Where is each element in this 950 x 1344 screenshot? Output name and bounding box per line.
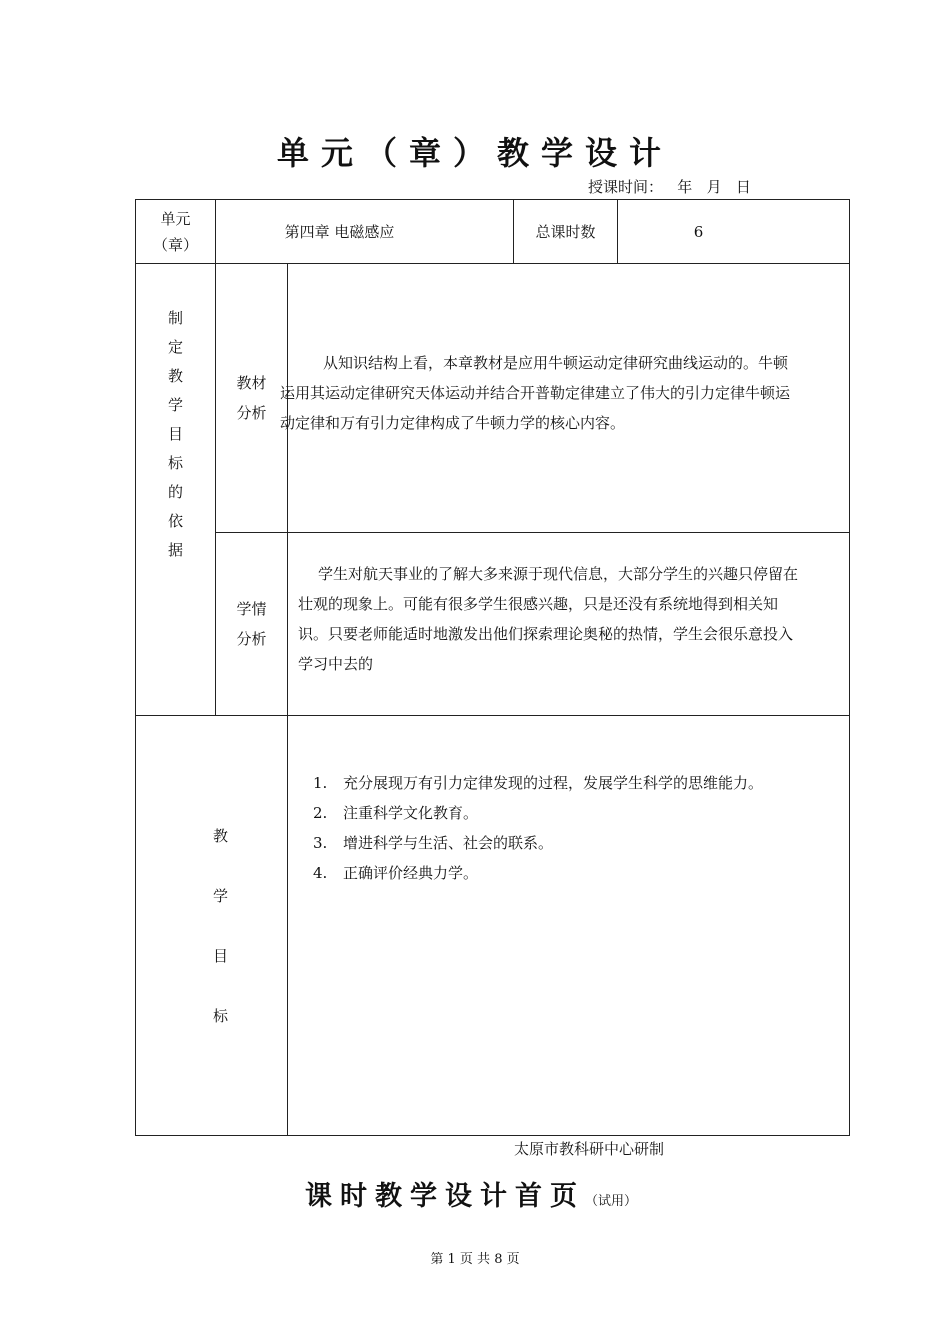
goal-number: 4. [313, 864, 328, 882]
goal-item [313, 768, 849, 798]
goals-char: 学 [212, 886, 228, 905]
hours-label-cell [514, 200, 618, 264]
goals-label [136, 806, 287, 1046]
hours-label: 总课时数 [535, 223, 596, 241]
organization-credit: 太原市教科研中心研制 [514, 1140, 665, 1158]
goals-char: 目 [212, 946, 228, 965]
material-label-line1: 教材 [236, 374, 267, 392]
unit-value: 第四章 电磁感应 [284, 223, 395, 241]
basis-char: 的 [167, 483, 183, 501]
goals-label-cell [136, 716, 288, 1136]
unit-label-line2: （章） [152, 235, 198, 254]
goals-char: 教 [212, 826, 228, 845]
hours-value-cell [618, 200, 850, 264]
goal-text: 正确评价经典力学。 [343, 864, 479, 882]
unit-design-table [135, 199, 850, 1136]
goals-list-cell [288, 716, 850, 1136]
lesson-design-title [305, 1174, 637, 1213]
hours-value: 6 [693, 222, 704, 241]
goal-number: 1. [313, 774, 328, 792]
basis-label [136, 300, 215, 565]
goal-text: 充分展现万有引力定律发现的过程，发展学生科学的思维能力。 [343, 774, 764, 792]
material-text-cell [280, 264, 850, 533]
goal-item [313, 828, 849, 858]
goal-number: 3. [313, 834, 328, 852]
subtitle-note: （试用） [585, 1194, 638, 1209]
basis-label-cell [136, 264, 216, 716]
goal-text: 注重科学文化教育。 [343, 804, 479, 822]
material-label-line2: 分析 [236, 404, 267, 422]
basis-char: 依 [167, 512, 183, 530]
student-label-line2: 分析 [236, 630, 267, 648]
material-analysis-text: 从知识结构上看，本章教材是应用牛顿运动定律研究曲线运动的。牛顿运用其运动定律研究天体运动并结合开普勒定律建立了伟大的引力定律牛顿运动定律和万有引力定律构成了牛顿力学的核心内容。 [280, 354, 791, 432]
page-title: 单元（章）教学设计 [276, 134, 673, 172]
basis-char: 教 [167, 367, 183, 385]
class-date-line: 授课时间： 年 月 日 [588, 178, 751, 196]
student-text-cell [288, 533, 850, 716]
basis-char: 据 [167, 541, 183, 559]
student-label-cell [216, 533, 288, 716]
student-label-line1: 学情 [236, 600, 267, 618]
subtitle-text: 课时教学设计首页 [305, 1181, 585, 1212]
basis-char: 定 [167, 338, 183, 356]
goal-text: 增进科学与生活、社会的联系。 [343, 834, 554, 852]
page-number: 第 1 页 共 8 页 [430, 1252, 520, 1267]
goal-item [313, 798, 849, 828]
student-analysis-text: 学生对航天事业的了解大多来源于现代信息，大部分学生的兴趣只停留在壮观的现象上。可能有很多学生很感兴趣，只是还没有系统地得到相关知识。只要老师能适时地激发出他们探索理论奥秘的热情，学生会很乐意投入学习中去的 [298, 565, 799, 673]
basis-char: 标 [167, 454, 183, 472]
unit-value-cell [216, 200, 514, 264]
goals-list [288, 768, 849, 888]
goal-number: 2. [313, 804, 328, 822]
goal-item [313, 858, 849, 888]
material-label-cell [216, 264, 288, 533]
goals-char: 标 [212, 1006, 228, 1025]
basis-char: 目 [167, 425, 183, 443]
unit-label-line1: 单元 [160, 209, 191, 228]
unit-label-cell [136, 200, 216, 264]
basis-char: 学 [167, 396, 183, 414]
basis-char: 制 [167, 309, 183, 327]
